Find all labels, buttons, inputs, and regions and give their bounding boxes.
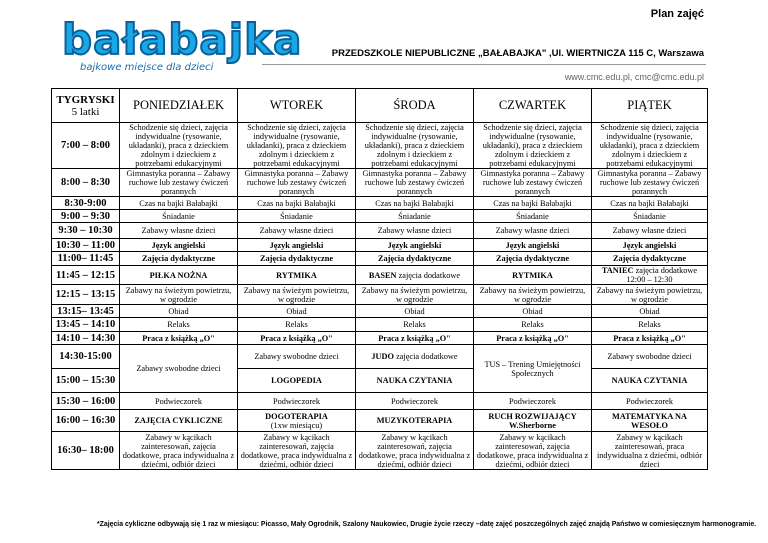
- contact-info: www.cmc.edu.pl, cmc@cmc.edu.pl: [564, 72, 704, 82]
- activity-cell: Obiad: [238, 305, 356, 318]
- activity-cell: Zajęcia dydaktyczne: [356, 252, 474, 266]
- activity-cell: [474, 410, 592, 432]
- logo-tagline: bajkowe miejsce dla dzieci: [80, 62, 214, 73]
- activity-name: JUDO: [371, 352, 394, 361]
- logo-text: bałabajka: [62, 15, 303, 64]
- activity-cell: Zabawy w kącikach zainteresowań, zajęcia dodatkowe, praca indywidualna z dziećmi, odbiór dzieci: [238, 432, 356, 470]
- activity-name: RUCH ROZWIJAJĄCY: [488, 411, 577, 421]
- activity-cell: Zabawy w kącikach zainteresowań, zajęcia dodatkowe, praca indywidualna z dziećmi, odbiór dzieci: [120, 432, 238, 470]
- activity-cell: Zabawy na świeżym powietrzu, w ogrodzie: [238, 285, 356, 305]
- activity-cell: Śniadanie: [120, 210, 238, 223]
- activity-cell: Obiad: [474, 305, 592, 318]
- table-row: [52, 432, 708, 470]
- table-row: [52, 305, 708, 318]
- time-cell: 11:00– 11:45: [52, 252, 120, 266]
- day-friday: PIĄTEK: [592, 89, 708, 123]
- activity-name: MATEMATYKA NA: [611, 411, 688, 421]
- footnote: *Zajęcia cykliczne odbywają się 1 raz w miesiącu: Picasso, Mały Ogrodnik, Szalony Naukowiec, Drugie życie rzeczy –datę zajęć poszczególnych zajęć znajdą Państwo w comiesięcznym harmonogramie.: [97, 521, 757, 528]
- activity-cell: Zabawy na świeżym powietrzu, w ogrodzie: [592, 285, 708, 305]
- activity-cell: Relaks: [238, 318, 356, 332]
- table-row: [52, 252, 708, 266]
- activity-cell: Zabawy swobodne dzieci: [592, 345, 708, 369]
- time-cell: 12:15 – 13:15: [52, 285, 120, 305]
- activity-cell: Praca z książką „O": [238, 332, 356, 345]
- activity-cell: Zabawy w kącikach zainteresowań, praca indywidualna z dziećmi, odbiór dzieci: [592, 432, 708, 470]
- activity-cell: TUS – Trening Umiejętności Społecznych: [474, 345, 592, 393]
- table-row: [52, 169, 708, 197]
- activity-cell: Gimnastyka poranna – Zabawy ruchowe lub zestawy ćwiczeń porannych: [356, 169, 474, 197]
- activity-cell: [356, 345, 474, 369]
- header-divider: [262, 64, 706, 65]
- table-row: [52, 332, 708, 345]
- time-cell: 9:30 – 10:30: [52, 223, 120, 239]
- activity-name: BASEN: [368, 270, 397, 280]
- time-cell: 15:00 – 15:30: [52, 369, 120, 393]
- activity-cell: Zabawy swobodne dzieci: [238, 345, 356, 369]
- time-cell: 9:00 – 9:30: [52, 210, 120, 223]
- group-age: 5 latki: [71, 105, 100, 118]
- activity-cell: [592, 266, 708, 285]
- activity-note: (1xw miesiącu): [270, 420, 323, 430]
- activity-cell: [592, 410, 708, 432]
- activity-cell: Zajęcia dydaktyczne: [238, 252, 356, 266]
- activity-cell: Podwieczorek: [356, 393, 474, 410]
- activity-cell: Zabawy własne dzieci: [238, 223, 356, 239]
- time-cell: 14:10 – 14:30: [52, 332, 120, 345]
- table-row: [52, 123, 708, 169]
- activity-cell: MUZYKOTERAPIA: [356, 410, 474, 432]
- activity-cell: Śniadanie: [474, 210, 592, 223]
- activity-cell: Gimnastyka poranna – Zabawy ruchowe lub zestawy ćwiczeń porannych: [120, 169, 238, 197]
- day-tuesday: WTOREK: [238, 89, 356, 123]
- activity-cell: Zabawy własne dzieci: [356, 223, 474, 239]
- activity-note: WESOŁO: [631, 420, 668, 430]
- table-row: [52, 318, 708, 332]
- activity-cell: Czas na bajki Bałabajki: [120, 197, 238, 210]
- time-cell: 11:45 – 12:15: [52, 266, 120, 285]
- activity-cell: Praca z książką „O": [356, 332, 474, 345]
- activity-cell: Zabawy własne dzieci: [474, 223, 592, 239]
- activity-cell: Podwieczorek: [120, 393, 238, 410]
- activity-cell: NAUKA CZYTANIA: [356, 369, 474, 393]
- school-name: PRZEDSZKOLE NIEPUBLICZNE „BAŁABAJKA" ,Ul. WIERTNICZA 115 C, Warszawa: [331, 48, 704, 59]
- activity-cell: Relaks: [120, 318, 238, 332]
- activity-cell: Obiad: [592, 305, 708, 318]
- activity-cell: Zajęcia dydaktyczne: [592, 252, 708, 266]
- activity-cell: Czas na bajki Bałabajki: [592, 197, 708, 210]
- activity-cell: Praca z książką „O": [474, 332, 592, 345]
- day-wednesday: ŚRODA: [356, 89, 474, 123]
- activity-cell: Schodzenie się dzieci, zajęcia indywidualne (rysowanie, układanki), praca z dzieckiem zdolnym i dzieckiem z potrzebami edukacyjnymi: [120, 123, 238, 169]
- activity-cell: Język angielski: [356, 239, 474, 252]
- activity-cell: Język angielski: [238, 239, 356, 252]
- table-row: [52, 210, 708, 223]
- activity-cell: Czas na bajki Bałabajki: [474, 197, 592, 210]
- activity-cell: Śniadanie: [356, 210, 474, 223]
- activity-cell: LOGOPEDIA: [238, 369, 356, 393]
- logo: [62, 15, 303, 74]
- activity-cell: Praca z książką „O": [120, 332, 238, 345]
- activity-note: zajęcia dodatkowe: [396, 352, 458, 361]
- activity-cell: Zabawy na świeżym powietrzu, w ogrodzie: [474, 285, 592, 305]
- table-row: [52, 197, 708, 210]
- activity-cell: Schodzenie się dzieci, zajęcia indywidualne (rysowanie, układanki), praca z dzieckiem zdolnym i dzieckiem z potrzebami edukacyjnymi: [356, 123, 474, 169]
- plan-title: Plan zajęć: [650, 8, 704, 20]
- activity-cell: RYTMIKA: [238, 266, 356, 285]
- time-cell: 8:00 – 8:30: [52, 169, 120, 197]
- activity-cell: Śniadanie: [238, 210, 356, 223]
- activity-name: TANIEC: [601, 266, 634, 275]
- activity-cell: Gimnastyka poranna – Zabawy ruchowe lub zestawy ćwiczeń porannych: [474, 169, 592, 197]
- activity-cell: Relaks: [474, 318, 592, 332]
- table-row: [52, 393, 708, 410]
- activity-cell: Zajęcia dydaktyczne: [120, 252, 238, 266]
- activity-cell: [238, 410, 356, 432]
- time-cell: 16:00 – 16:30: [52, 410, 120, 432]
- activity-cell: RYTMIKA: [474, 266, 592, 285]
- activity-note: W.Sherborne: [509, 420, 556, 430]
- activity-cell: Podwieczorek: [238, 393, 356, 410]
- activity-cell: Zabawy własne dzieci: [592, 223, 708, 239]
- activity-cell: Gimnastyka poranna – Zabawy ruchowe lub zestawy ćwiczeń porannych: [592, 169, 708, 197]
- time-cell: 10:30 – 11:00: [52, 239, 120, 252]
- table-row: [52, 345, 708, 369]
- time-cell: 14:30-15:00: [52, 345, 120, 369]
- activity-cell: Zabawy swobodne dzieci: [120, 345, 238, 393]
- group-name: TYGRYSKI: [56, 93, 115, 106]
- table-row: [52, 223, 708, 239]
- header-row: [52, 89, 708, 123]
- activity-name: DOGOTERAPIA: [265, 411, 328, 421]
- activity-cell: Gimnastyka poranna – Zabawy ruchowe lub zestawy ćwiczeń porannych: [238, 169, 356, 197]
- activity-cell: Czas na bajki Bałabajki: [356, 197, 474, 210]
- activity-note: zajęcia dodatkowe: [398, 270, 461, 280]
- activity-cell: Język angielski: [474, 239, 592, 252]
- activity-cell: Podwieczorek: [592, 393, 708, 410]
- activity-cell: Zabawy własne dzieci: [120, 223, 238, 239]
- activity-cell: Zabawy na świeżym powietrzu, w ogrodzie: [120, 285, 238, 305]
- activity-cell: Schodzenie się dzieci, zajęcia indywidualne (rysowanie, układanki), praca z dzieckiem zdolnym i dzieckiem z potrzebami edukacyjnymi: [474, 123, 592, 169]
- table-row: [52, 266, 708, 285]
- schedule-table: [51, 88, 708, 470]
- activity-cell: Język angielski: [592, 239, 708, 252]
- activity-cell: Schodzenie się dzieci, zajęcia indywidualne (rysowanie, układanki), praca z dzieckiem zdolnym i dzieckiem z potrzebami edukacyjnymi: [592, 123, 708, 169]
- activity-cell: PIŁKA NOŻNA: [120, 266, 238, 285]
- activity-cell: Czas na bajki Bałabajki: [238, 197, 356, 210]
- activity-cell: NAUKA CZYTANIA: [592, 369, 708, 393]
- activity-cell: Obiad: [356, 305, 474, 318]
- activity-cell: Schodzenie się dzieci, zajęcia indywidualne (rysowanie, układanki), praca z dzieckiem zdolnym i dzieckiem z potrzebami edukacyjnymi: [238, 123, 356, 169]
- day-monday: PONIEDZIAŁEK: [120, 89, 238, 123]
- activity-cell: Praca z książką „O": [592, 332, 708, 345]
- time-cell: 13:45 – 14:10: [52, 318, 120, 332]
- activity-cell: Relaks: [592, 318, 708, 332]
- group-cell: [52, 89, 120, 123]
- activity-cell: Śniadanie: [592, 210, 708, 223]
- activity-cell: Język angielski: [120, 239, 238, 252]
- day-thursday: CZWARTEK: [474, 89, 592, 123]
- activity-cell: Obiad: [120, 305, 238, 318]
- time-cell: 7:00 – 8:00: [52, 123, 120, 169]
- time-cell: 15:30 – 16:00: [52, 393, 120, 410]
- time-cell: 16:30– 18:00: [52, 432, 120, 470]
- activity-cell: Zabawy na świeżym powietrzu, w ogrodzie: [356, 285, 474, 305]
- activity-cell: Zajęcia dydaktyczne: [474, 252, 592, 266]
- activity-cell: ZAJĘCIA CYKLICZNE: [120, 410, 238, 432]
- activity-cell: [356, 266, 474, 285]
- activity-note: zajęcia dodatkowe 12:00 – 12:30: [626, 266, 698, 284]
- activity-cell: Zabawy w kącikach zainteresowań, zajęcia dodatkowe, praca indywidualna z dziećmi, odbiór dzieci: [356, 432, 474, 470]
- time-cell: 8:30-9:00: [52, 197, 120, 210]
- activity-cell: Podwieczorek: [474, 393, 592, 410]
- time-cell: 13:15– 13:45: [52, 305, 120, 318]
- table-row: [52, 239, 708, 252]
- activity-cell: Zabawy w kącikach zainteresowań, zajęcia dodatkowe, praca indywidualna z dziećmi, odbiór dzieci: [474, 432, 592, 470]
- table-row: [52, 285, 708, 305]
- table-row: [52, 410, 708, 432]
- activity-cell: Relaks: [356, 318, 474, 332]
